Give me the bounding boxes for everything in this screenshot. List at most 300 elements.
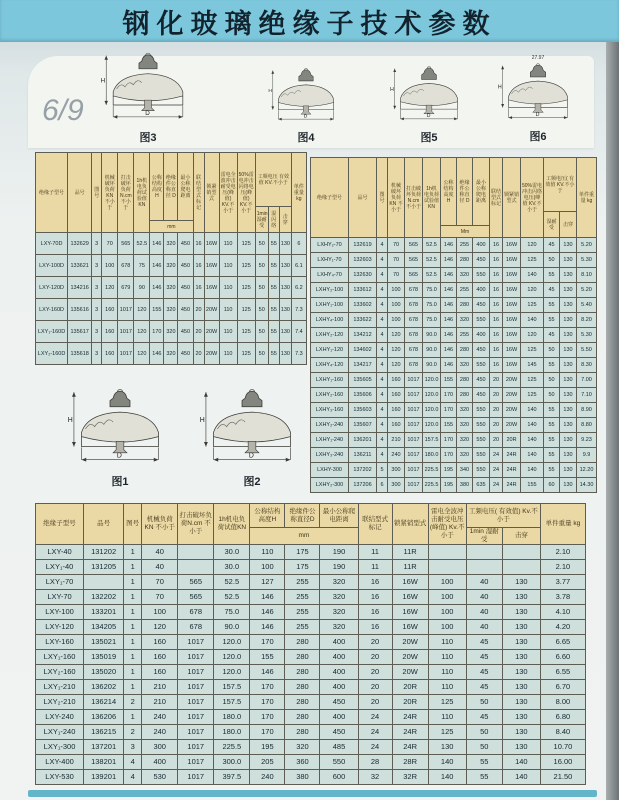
table-cell: 10.70: [540, 739, 585, 754]
table-cell: 75: [134, 255, 150, 277]
table-cell: 75.0: [423, 283, 441, 298]
table-cell: 136214: [84, 694, 124, 709]
table-cell: 55: [466, 754, 502, 769]
table-cell: 55: [268, 343, 279, 365]
table-row: [36, 544, 586, 559]
table-row: [36, 754, 586, 769]
table-cell: 320: [285, 739, 320, 754]
table-cell: 400: [320, 649, 358, 664]
table-cell: 1017: [405, 463, 423, 478]
table-cell: 280: [285, 634, 320, 649]
table-cell: 205: [250, 754, 285, 769]
table-cell: 16: [193, 277, 204, 299]
table-cell: 450: [178, 255, 193, 277]
table-cell: 125: [521, 373, 544, 388]
col-header: 公称结构高度H: [250, 504, 285, 528]
table-cell: 6.70: [540, 679, 585, 694]
figure-4: [253, 66, 359, 145]
table-cell: 146: [441, 328, 457, 343]
col-subheader: 湿耐受: [544, 212, 560, 238]
table-cell: 21.50: [540, 769, 585, 784]
table-cell: 55: [466, 769, 502, 784]
col-header: 1h机电负荷试验值 KN: [423, 158, 441, 238]
table-cell: 131205: [84, 559, 124, 574]
table-cell: 24: [358, 724, 392, 739]
table-cell: 4: [377, 358, 388, 373]
table-row: [311, 418, 597, 433]
insulator-spec-table-right: [310, 157, 597, 493]
table-cell: 16: [490, 328, 503, 343]
table-cell: 120: [142, 619, 178, 634]
table-cell: 50: [255, 299, 268, 321]
table-cell: 255: [285, 604, 320, 619]
table-cell: 140: [521, 433, 544, 448]
table-cell: 240: [250, 769, 285, 784]
table-cell: [178, 559, 214, 574]
table-cell: 16W: [392, 619, 428, 634]
table-cell: 550: [473, 268, 490, 283]
table-cell: 100: [428, 619, 466, 634]
table-cell: 175: [285, 544, 320, 559]
table-cell: 110: [219, 343, 237, 365]
table-cell: 135607: [349, 418, 377, 433]
table-cell: 1: [124, 634, 142, 649]
col-header: 单件重量 kg: [577, 158, 597, 238]
table-cell: 20: [193, 343, 204, 365]
table-row: [36, 649, 586, 664]
table-cell: 130: [560, 448, 577, 463]
table-cell: 130: [279, 299, 291, 321]
table-cell: 320: [457, 418, 473, 433]
table-cell: 146: [150, 255, 164, 277]
table-cell: 20: [358, 634, 392, 649]
table-cell: 400: [473, 238, 490, 253]
table-cell: 140: [521, 268, 544, 283]
table-cell: 16.00: [540, 754, 585, 769]
table-cell: 16W: [503, 268, 521, 283]
table-cell: 110: [219, 255, 237, 277]
table-cell: 155: [521, 478, 544, 493]
table-cell: 1017: [405, 433, 423, 448]
table-cell: 565: [405, 253, 423, 268]
table-row: [36, 739, 586, 754]
table-cell: 125: [521, 253, 544, 268]
table-cell: 320: [164, 299, 178, 321]
table-cell: 146: [441, 283, 457, 298]
table-cell: 320: [457, 268, 473, 283]
table-cell: 678: [178, 604, 214, 619]
table-cell: 130: [279, 343, 291, 365]
table-cell: 146: [250, 604, 285, 619]
table-cell: 280: [457, 373, 473, 388]
table-cell: 125: [521, 298, 544, 313]
table-cell: 130: [502, 619, 540, 634]
table-cell: 138201: [84, 754, 124, 769]
table-cell: 450: [178, 233, 193, 255]
col-header: 联结型式标记: [490, 158, 503, 238]
table-cell: 170: [250, 634, 285, 649]
col-header: 品号: [349, 158, 377, 238]
table-cell: 130: [560, 418, 577, 433]
table-cell: 100: [102, 255, 118, 277]
table-cell: 6.60: [540, 649, 585, 664]
table-row: [311, 343, 597, 358]
table-cell: 32R: [392, 769, 428, 784]
table-cell: 7.4: [291, 321, 306, 343]
table-cell: 16W: [392, 604, 428, 619]
insulator-diagram-icon: [190, 386, 314, 472]
table-cell: 55: [544, 313, 560, 328]
table-cell: 4: [377, 343, 388, 358]
table-cell: 170: [150, 321, 164, 343]
col-header: 雷电全波冲击耐受电压(峰值) Kv.不小于: [428, 504, 466, 545]
table-cell: 565: [178, 589, 214, 604]
table-cell: 678: [405, 358, 423, 373]
table-cell: [428, 544, 466, 559]
table-cell: LXHY₄-120: [311, 358, 349, 373]
table-cell: 195: [250, 739, 285, 754]
table-cell: LXHY₄-100: [311, 313, 349, 328]
table-row: [311, 283, 597, 298]
table-cell: 280: [285, 709, 320, 724]
table-cell: 132629: [68, 233, 92, 255]
table-cell: 130: [560, 268, 577, 283]
table-cell: 20: [193, 321, 204, 343]
table-cell: 160: [142, 664, 178, 679]
table-cell: 140: [521, 313, 544, 328]
table-cell: 20W: [503, 388, 521, 403]
table-cell: 12.20: [577, 463, 597, 478]
table-cell: 100: [388, 298, 405, 313]
table-row: [36, 694, 586, 709]
table-row: [311, 328, 597, 343]
table-cell: 16W: [503, 283, 521, 298]
table-cell: 136202: [84, 679, 124, 694]
table-cell: 130: [502, 574, 540, 589]
table-cell: 130: [560, 373, 577, 388]
table-cell: 16W: [204, 277, 219, 299]
table-cell: 16: [490, 313, 503, 328]
table-cell: 210: [142, 679, 178, 694]
table-cell: LXHY₂-300: [311, 478, 349, 493]
table-cell: 20W: [392, 649, 428, 664]
table-row: [311, 313, 597, 328]
table-cell: 320: [164, 255, 178, 277]
table-cell: 50: [544, 343, 560, 358]
col-header: 最小公称爬电距离: [178, 153, 193, 221]
table-cell: 137202: [349, 463, 377, 478]
table-cell: 125: [237, 299, 255, 321]
table-cell: 20W: [392, 634, 428, 649]
table-cell: 1017: [178, 739, 214, 754]
insulator-diagram-icon: [58, 386, 182, 472]
figure-5: [375, 64, 483, 145]
table-row: [36, 724, 586, 739]
table-cell: 678: [178, 619, 214, 634]
table-cell: 1017: [178, 694, 214, 709]
table-cell: 400: [320, 664, 358, 679]
table-cell: 24R: [503, 463, 521, 478]
table-cell: 320: [320, 604, 358, 619]
table-cell: 1017: [178, 679, 214, 694]
table-cell: 135605: [349, 373, 377, 388]
title-bar: [0, 0, 619, 42]
table-cell: 16: [358, 589, 392, 604]
col-header: 图号: [124, 504, 142, 545]
table-cell: 565: [178, 574, 214, 589]
figure-1: [56, 386, 184, 489]
table-cell: 100: [428, 604, 466, 619]
col-subheader: 1min 湿耐受: [466, 528, 502, 545]
table-cell: 140: [521, 448, 544, 463]
table-cell: 75.0: [423, 313, 441, 328]
table-cell: 1: [124, 574, 142, 589]
table-cell: 8.10: [577, 268, 597, 283]
table-cell: 160: [142, 634, 178, 649]
table-cell: LXY₂-160D: [36, 343, 68, 365]
table-cell: 140: [521, 463, 544, 478]
table-cell: 16: [490, 358, 503, 373]
table-cell: 100: [388, 313, 405, 328]
table-cell: 110: [219, 299, 237, 321]
table-cell: LXY₁-70: [36, 574, 84, 589]
table-cell: 4: [377, 238, 388, 253]
table-row: [36, 589, 586, 604]
table-cell: 170: [250, 694, 285, 709]
table-cell: 134216: [68, 277, 92, 299]
table-cell: 130: [560, 403, 577, 418]
table-cell: LXHY₂-70: [311, 238, 349, 253]
table-cell: 134205: [84, 619, 124, 634]
table-cell: LXHY₂-160: [311, 388, 349, 403]
table-cell: 280: [457, 298, 473, 313]
table-cell: 280: [285, 679, 320, 694]
table-cell: 133621: [68, 255, 92, 277]
table-cell: 3: [92, 255, 102, 277]
table-cell: 190: [320, 559, 358, 574]
table-cell: LXHY₁-70: [311, 253, 349, 268]
table-cell: 4: [377, 298, 388, 313]
table-cell: 3.77: [540, 574, 585, 589]
table-cell: 135618: [68, 343, 92, 365]
table-cell: 130: [560, 358, 577, 373]
table-cell: 50: [255, 255, 268, 277]
table-cell: 55: [268, 255, 279, 277]
table-cell: 300: [388, 478, 405, 493]
table-cell: 170: [250, 709, 285, 724]
table-cell: 4: [377, 328, 388, 343]
table-cell: 24R: [503, 478, 521, 493]
table-cell: 5.20: [577, 283, 597, 298]
table-cell: 1017: [178, 649, 214, 664]
table-cell: 160: [388, 418, 405, 433]
table-cell: LXY-100D: [36, 255, 68, 277]
table-cell: 240: [142, 709, 178, 724]
table-cell: 6: [291, 233, 306, 255]
table-cell: 130: [502, 724, 540, 739]
table-row: [36, 619, 586, 634]
table-cell: 1017: [118, 299, 134, 321]
table-cell: 550: [473, 433, 490, 448]
table-cell: 550: [320, 754, 358, 769]
table-cell: LXY-70D: [36, 233, 68, 255]
table-cell: 3: [92, 321, 102, 343]
table-cell: 397.5: [214, 769, 250, 784]
table-cell: 145: [521, 358, 544, 373]
table-cell: 255: [457, 328, 473, 343]
table-cell: 210: [388, 433, 405, 448]
insulator-diagram-icon: [377, 64, 481, 128]
table-cell: LXHY₁-120: [311, 343, 349, 358]
table-cell: 28: [358, 754, 392, 769]
table-cell: 190: [320, 544, 358, 559]
table-cell: 16: [490, 343, 503, 358]
table-cell: 20W: [392, 664, 428, 679]
col-header: 锁紧销型式: [204, 153, 219, 233]
table-cell: 5: [377, 463, 388, 478]
table-cell: 30.0: [214, 559, 250, 574]
table-cell: 24: [490, 478, 503, 493]
table-cell: 130: [279, 277, 291, 299]
table-cell: 120: [134, 343, 150, 365]
table-row: [36, 343, 307, 365]
table-row: [311, 238, 597, 253]
table-cell: LXHY-300: [311, 463, 349, 478]
table-cell: 16W: [503, 298, 521, 313]
table-cell: 60: [544, 478, 560, 493]
table-cell: 24: [490, 448, 503, 463]
table-cell: 70: [388, 253, 405, 268]
table-cell: LXHY₂-240: [311, 418, 349, 433]
table-cell: 16: [193, 255, 204, 277]
table-cell: 20: [490, 388, 503, 403]
table-cell: 32: [358, 769, 392, 784]
table-cell: LXHY₃-160: [311, 403, 349, 418]
col-header: 机械破坏负荷 KN 不小于: [388, 158, 405, 238]
table-cell: 120.0: [423, 403, 441, 418]
table-cell: 160: [388, 373, 405, 388]
table-cell: 130: [502, 604, 540, 619]
table-cell: 55: [544, 358, 560, 373]
table-cell: 4: [377, 448, 388, 463]
table-cell: 146: [150, 277, 164, 299]
table-cell: 300.0: [214, 754, 250, 769]
table-cell: 11: [358, 544, 392, 559]
table-cell: LXY₂-160: [36, 664, 84, 679]
table-cell: 635: [473, 478, 490, 493]
table-cell: LXHY₁-100: [311, 298, 349, 313]
table-cell: 130: [560, 388, 577, 403]
table-cell: 70: [102, 233, 118, 255]
table-cell: 70: [142, 589, 178, 604]
table-cell: 20R: [503, 433, 521, 448]
table-cell: 195: [441, 478, 457, 493]
table-cell: 70: [142, 574, 178, 589]
table-row: [36, 574, 586, 589]
table-cell: 170: [250, 679, 285, 694]
table-cell: 20W: [204, 299, 219, 321]
table-cell: 130: [560, 313, 577, 328]
table-cell: 155: [250, 649, 285, 664]
table-cell: 320: [164, 321, 178, 343]
table-cell: LXY-120: [36, 619, 84, 634]
table-cell: 1017: [405, 388, 423, 403]
table-cell: 300: [142, 739, 178, 754]
table-cell: 50: [466, 724, 502, 739]
table-cell: 1: [124, 649, 142, 664]
table-cell: 195: [441, 463, 457, 478]
table-row: [311, 463, 597, 478]
figure-3-label: 图3: [139, 132, 157, 144]
insulator-spec-table-main: [35, 503, 586, 785]
table-cell: 130: [502, 709, 540, 724]
table-cell: 320: [164, 233, 178, 255]
table-cell: 100: [428, 574, 466, 589]
table-cell: 55: [544, 463, 560, 478]
table-cell: 14.30: [577, 478, 597, 493]
table-cell: 70: [388, 268, 405, 283]
figure-4-label: 图4: [297, 132, 315, 144]
table-cell: 110: [428, 679, 466, 694]
table-cell: 30.0: [214, 544, 250, 559]
table-cell: 180.0: [214, 724, 250, 739]
table-cell: 146: [441, 343, 457, 358]
table-row: [311, 388, 597, 403]
table-cell: 146: [250, 619, 285, 634]
table-cell: 7.3: [291, 343, 306, 365]
table-cell: 125: [237, 343, 255, 365]
table-cell: 8.90: [577, 403, 597, 418]
table-cell: 45: [466, 649, 502, 664]
table-cell: 320: [164, 343, 178, 365]
col-subheader: 击穿: [279, 207, 291, 233]
table-cell: 1: [124, 619, 142, 634]
table-cell: 4: [124, 754, 142, 769]
table-cell: 50: [466, 739, 502, 754]
table-cell: 11R: [392, 559, 428, 574]
table-cell: 320: [164, 277, 178, 299]
table-cell: 120.0: [214, 649, 250, 664]
table-cell: 565: [118, 233, 134, 255]
unit-label: mm: [150, 221, 193, 233]
table-cell: LXHY₂-100: [311, 283, 349, 298]
table-cell: 450: [473, 343, 490, 358]
insulator-diagram-icon: [80, 50, 216, 128]
table-cell: 45: [466, 634, 502, 649]
table-cell: 52.5: [423, 238, 441, 253]
table-cell: 130: [502, 589, 540, 604]
table-cell: 130: [502, 694, 540, 709]
table-cell: 16: [490, 268, 503, 283]
table-cell: 8.80: [577, 418, 597, 433]
table-cell: 5.50: [577, 343, 597, 358]
table-cell: 1: [124, 664, 142, 679]
table-cell: 7.10: [577, 388, 597, 403]
table-cell: 110: [219, 277, 237, 299]
table-cell: LXY-160D: [36, 299, 68, 321]
figure-3: [78, 50, 218, 145]
table-cell: 280: [457, 343, 473, 358]
table-cell: 135606: [349, 388, 377, 403]
table-cell: 16: [193, 233, 204, 255]
table-cell: 1017: [405, 403, 423, 418]
table-cell: 120: [102, 277, 118, 299]
table-row: [36, 604, 586, 619]
table-cell: 255: [285, 574, 320, 589]
table-cell: 130: [560, 343, 577, 358]
table-cell: 45: [466, 664, 502, 679]
table-cell: 55: [544, 433, 560, 448]
